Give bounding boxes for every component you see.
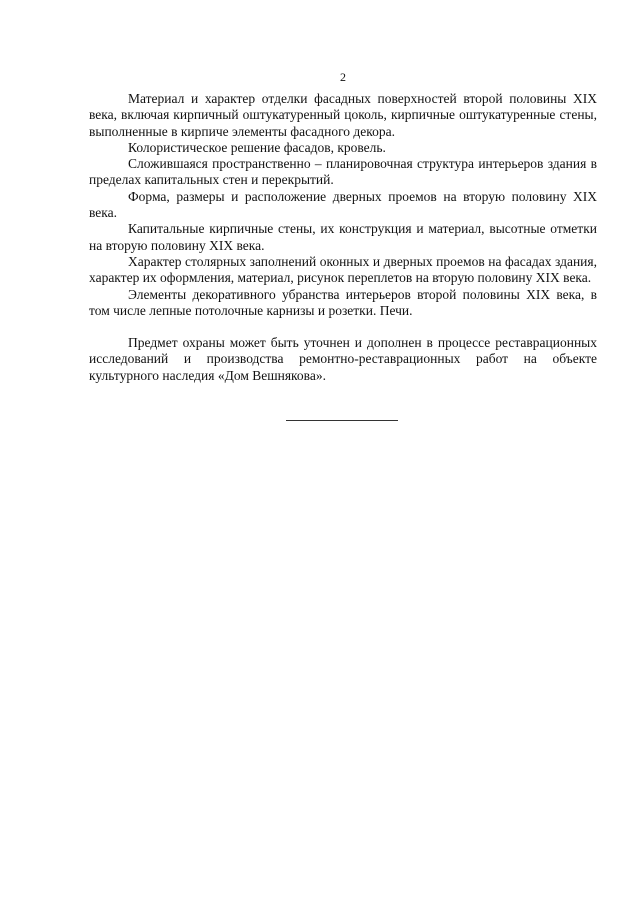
document-body [89, 91, 597, 384]
paragraph-coloristic: Колористическое решение фасадов, кровель. [128, 139, 386, 155]
page-number: 2 [340, 70, 346, 84]
paragraph-interior-structure: Сложившаяся пространственно – планировочная структура интерьеров здания в пределах капитальных стен и перекрытий. [89, 156, 597, 188]
closing-divider [286, 420, 398, 421]
paragraph-joinery: Характер столярных заполнений оконных и дверных проемов на фасадах здания, характер их оформления, материал, рисунок переплетов на вторую половину XIX века. [89, 253, 597, 286]
paragraph-capital-walls: Капитальные кирпичные стены, их конструкция и материал, высотные отметки на вторую половину XIX века. [89, 221, 597, 253]
paragraph-protection-note: Предмет охраны может быть уточнен и дополнен в процессе реставрационных исследований и производства ремонтно-реставрационных работ на объекте культурного наследия «Дом Вешнякова». [89, 335, 597, 383]
paragraph-facade-finish: Материал и характер отделки фасадных поверхностей второй половины XIX века, включая кирпичный оштукатуренный цоколь, кирпичные оштукатуренные стены, выполненные в кирпиче элементы фасадного декора. [89, 91, 597, 139]
paragraph-door-openings: Форма, размеры и расположение дверных проемов на вторую половину XIX века. [89, 188, 597, 221]
paragraph-decorative-elements: Элементы декоративного убранства интерьеров второй половины XIX века, в том числе лепные потолочные карнизы и розетки. Печи. [89, 286, 597, 318]
